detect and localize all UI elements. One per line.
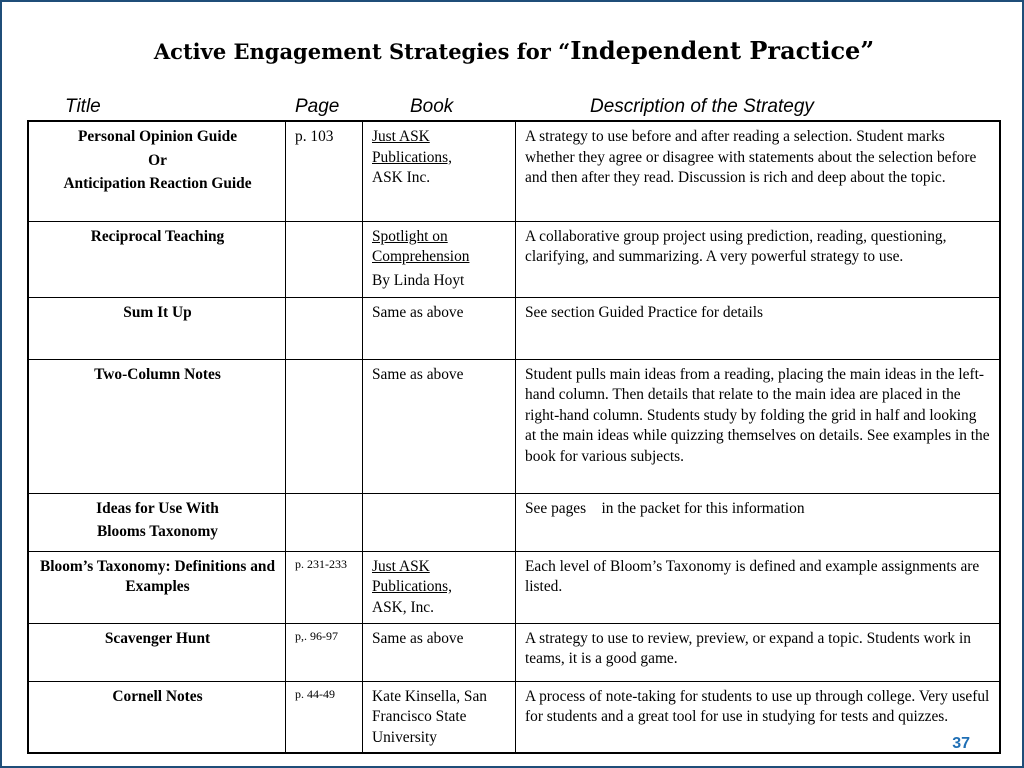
strategy-title: Bloom’s Taxonomy: Definitions and Examples xyxy=(39,557,276,595)
book-publisher: ASK, Inc. xyxy=(372,598,434,616)
page-ref: p. 44-49 xyxy=(295,686,335,701)
strategy-title: Blooms Taxonomy xyxy=(96,523,219,540)
book-reference: Same as above xyxy=(372,303,464,321)
book-cell xyxy=(363,623,516,681)
strategy-title-cell xyxy=(28,221,286,297)
column-header-title: Title xyxy=(65,96,101,117)
book-author: Kate Kinsella, San Francisco State University xyxy=(372,687,487,746)
strategy-title-cell xyxy=(28,359,286,493)
book-title: Just ASK Publications, xyxy=(372,128,452,166)
table-row xyxy=(28,681,1000,753)
strategy-title-cell xyxy=(28,681,286,753)
description-cell: A collaborative group project using prediction, reading, questioning, clarifying, and summarizing. A very powerful strategy to use. xyxy=(516,221,1001,297)
page-cell xyxy=(286,121,363,221)
strategy-title-cell xyxy=(28,493,286,551)
column-header-page: Page xyxy=(295,96,340,117)
book-title: Just ASK Publications, xyxy=(372,557,452,595)
description-cell: A process of note-taking for students to use up through college. Very useful for students and a great tool for use in studying for tests and quizzes. xyxy=(516,681,1001,753)
page-cell xyxy=(286,551,363,623)
strategy-title: Scavenger Hunt xyxy=(104,629,211,647)
book-author: By Linda Hoyt xyxy=(372,271,465,289)
slide-title-part1: Active Engagement Strategies for “ xyxy=(153,39,571,64)
slide-title xyxy=(2,36,1024,65)
strategy-title: Anticipation Reaction Guide xyxy=(63,175,252,192)
strategies-table xyxy=(27,120,1001,754)
description-cell: A strategy to use before and after reading a selection. Student marks whether they agree or disagree with statements about the selection before and then after they read. Discussion is rich and deep about the topic. xyxy=(516,121,1001,221)
strategy-title-cell xyxy=(28,623,286,681)
page-cell xyxy=(286,221,363,297)
table-row xyxy=(28,121,1000,221)
column-header-book: Book xyxy=(410,96,454,117)
description-cell: A strategy to use to review, preview, or expand a topic. Students work in teams, it is a good game. xyxy=(516,623,1001,681)
book-reference: Same as above xyxy=(372,365,464,383)
description-cell: Student pulls main ideas from a reading, placing the main ideas in the left-hand column. Then details that relate to the main idea are placed in the right-hand column. Students study by folding the grid in half and looking at the main ideas while quizzing themselves on details. See examples in the book for various subjects. xyxy=(516,359,1001,493)
table-row xyxy=(28,623,1000,681)
page-cell xyxy=(286,623,363,681)
book-cell xyxy=(363,121,516,221)
page-ref: p. 231-233 xyxy=(295,556,347,571)
strategy-title: Personal Opinion Guide xyxy=(77,128,238,145)
page-ref: p,. 96-97 xyxy=(295,628,338,643)
strategy-title: Two-Column Notes xyxy=(94,365,221,383)
book-cell xyxy=(363,493,516,551)
strategy-title-cell xyxy=(28,297,286,359)
strategy-title: Or xyxy=(148,151,167,169)
strategy-title-cell xyxy=(28,121,286,221)
column-header-description: Description of the Strategy xyxy=(590,96,814,117)
page-ref: p. 103 xyxy=(295,128,334,145)
strategy-title: Reciprocal Teaching xyxy=(90,227,225,245)
strategy-title: Cornell Notes xyxy=(112,687,203,705)
table-row xyxy=(28,221,1000,297)
book-cell xyxy=(363,681,516,753)
table-row xyxy=(28,359,1000,493)
page-cell xyxy=(286,359,363,493)
book-cell xyxy=(363,297,516,359)
page-cell xyxy=(286,681,363,753)
table-row xyxy=(28,551,1000,623)
slide-title-part2: Independent Practice” xyxy=(570,36,875,65)
book-publisher: ASK Inc. xyxy=(372,169,431,186)
page-number: 37 xyxy=(952,735,970,752)
strategy-title-cell xyxy=(28,551,286,623)
book-reference: Same as above xyxy=(372,629,464,647)
book-cell xyxy=(363,551,516,623)
table-row xyxy=(28,493,1000,551)
page-cell xyxy=(286,493,363,551)
book-cell xyxy=(363,221,516,297)
description-cell: Each level of Bloom’s Taxonomy is defined and example assignments are listed. xyxy=(516,551,1001,623)
book-cell xyxy=(363,359,516,493)
page-cell xyxy=(286,297,363,359)
table-row xyxy=(28,297,1000,359)
book-title: Spotlight on Comprehension xyxy=(372,227,470,265)
strategy-title: Sum It Up xyxy=(123,303,192,321)
description-cell: See section Guided Practice for details xyxy=(516,297,1001,359)
description-cell: See pages in the packet for this information xyxy=(516,493,1001,551)
strategy-title: Ideas for Use With xyxy=(96,499,219,517)
